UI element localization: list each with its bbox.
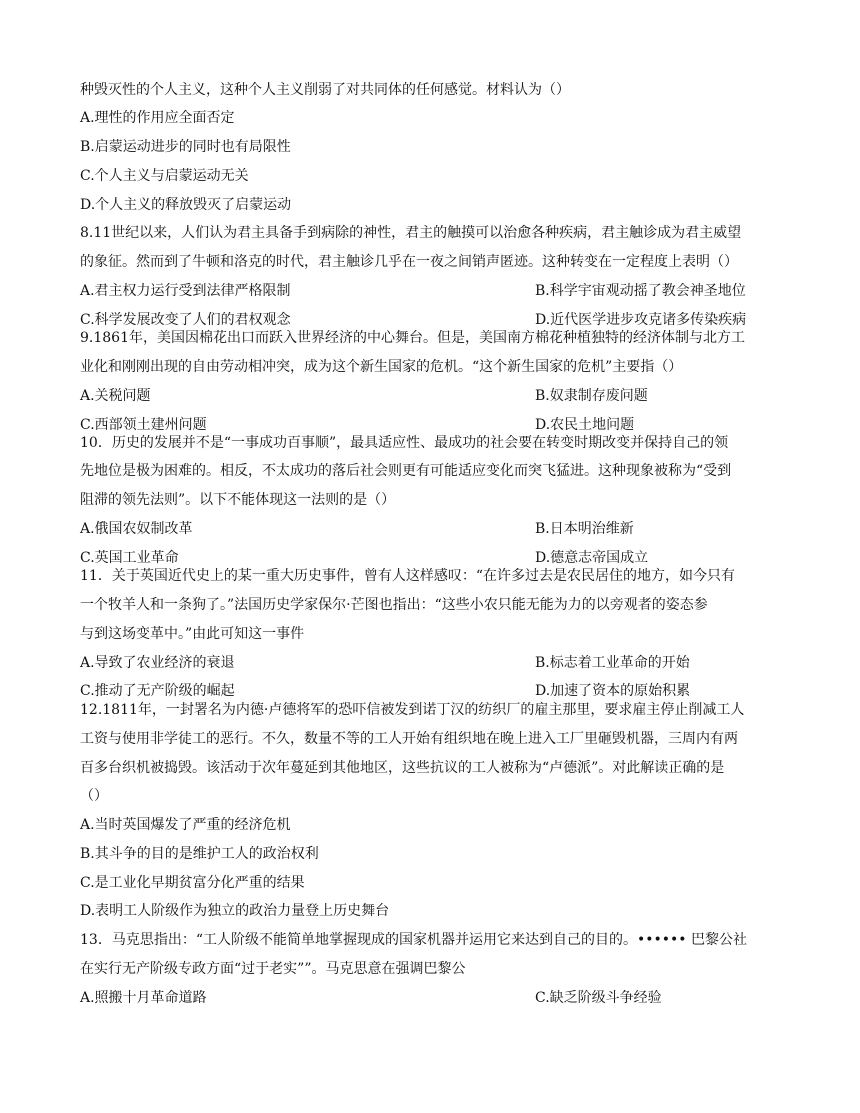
option-b: B.日本明治维新 (535, 521, 634, 537)
option-d: D.农民土地问题 (535, 417, 635, 433)
option-d: D.近代医学进步攻克诸多传染疾病 (535, 312, 747, 328)
option-c: C.科学发展改变了人们的君权观念 (80, 312, 291, 328)
question-12-stem: 12.1811年，一封署名为内德·卢德将军的恐吓信被发到诺丁汉的纺织厂的雇主那里，要求雇主停止削减工人 (80, 702, 745, 718)
question-12-stem: （） (80, 788, 108, 804)
option-row (80, 386, 780, 406)
question-11-stem: 与到这场变革中。”由此可知这一事件 (80, 626, 305, 642)
option-a: A.关税问题 (80, 388, 151, 404)
option-row (80, 988, 780, 1008)
question-7-stem-end: 种毁灭性的个人主义，这种个人主义削弱了对共同体的任何感觉。材料认为（） (80, 82, 570, 98)
option-row (80, 281, 780, 301)
question-9-stem: 9.1861年，美国因棉花出口而跃入世界经济的中心舞台。但是，美国南方棉花种植独特的经济体制与北方工 (80, 330, 745, 346)
option-d: D.表明工人阶级作为独立的政治力量登上历史舞台 (80, 903, 390, 919)
option-c: C.个人主义与启蒙运动无关 (80, 168, 249, 184)
question-13-stem: 在实行无产阶级专政方面“过于老实””。马克思意在强调巴黎公 (80, 961, 466, 977)
question-11-stem: 11．关于英国近代史上的某一重大历史事件，曾有人这样感叹：“在许多过去是农民居住的地方，如今只有 (80, 568, 735, 584)
option-a: A.当时英国爆发了严重的经济危机 (80, 817, 291, 833)
question-13-stem: 13．马克思指出：“工人阶级不能简单地掌握现成的国家机器并运用它来达到自己的目的。•••••• 巴黎公社 (80, 932, 747, 948)
question-10-stem: 阻滞的领先法则”。以下不能体现这一法则的是（） (80, 492, 396, 508)
option-c: C.缺乏阶级斗争经验 (535, 990, 662, 1006)
option-b: B.启蒙运动进步的同时也有局限性 (80, 139, 291, 155)
option-row (80, 310, 780, 330)
option-row (80, 681, 780, 701)
option-d: D.德意志帝国成立 (535, 550, 649, 566)
option-row (80, 548, 780, 568)
question-8-stem: 8.11世纪以来，人们认为君主具备手到病除的神性，君主的触摸可以治愈各种疾病，君主触诊成为君主威望 (80, 225, 742, 241)
option-a: A.导致了农业经济的衰退 (80, 655, 235, 671)
question-11-stem: 一个牧羊人和一条狗了。”法国历史学家保尔·芒图也指出：“这些小农只能无能为力的以旁观者的姿态参 (80, 597, 708, 613)
option-a: A.俄国农奴制改革 (80, 521, 193, 537)
question-12-stem: 百多台织机被捣毁。该活动于次年蔓延到其他地区，这些抗议的工人被称为“卢德派”。对此解读正确的是 (80, 760, 725, 776)
option-row (80, 519, 780, 539)
option-d: D.加速了资本的原始积累 (535, 683, 691, 699)
question-10-stem: 10．历史的发展并不是“一事成功百事顺”，最具适应性、最成功的社会要在转变时期改变并保持自己的领 (80, 435, 729, 451)
question-9-stem: 业化和刚刚出现的自由劳动相冲突，成为这个新生国家的危机。“这个新生国家的危机”主要指（） (80, 359, 683, 375)
question-8-stem: 的象征。然而到了牛顿和洛克的时代，君主触诊几乎在一夜之间销声匿迹。这种转变在一定程度上表明（） (80, 254, 738, 270)
option-a: A.理性的作用应全面否定 (80, 110, 235, 126)
question-12-stem: 工资与使用非学徒工的恶行。不久，数量不等的工人开始有组织地在晚上进入工厂里砸毁机器，三周内有两 (80, 731, 738, 747)
option-b: B.标志着工业革命的开始 (535, 655, 690, 671)
option-b: B.奴隶制存废问题 (535, 388, 648, 404)
option-row (80, 415, 780, 435)
option-b: B.科学宇宙观动摇了教会神圣地位 (535, 283, 746, 299)
option-c: C.是工业化早期贫富分化严重的结果 (80, 875, 305, 891)
option-a: A.照搬十月革命道路 (80, 990, 207, 1006)
option-c: C.推动了无产阶级的崛起 (80, 683, 235, 699)
option-d: D.个人主义的释放毁灭了启蒙运动 (80, 197, 292, 213)
option-a: A.君主权力运行受到法律严格限制 (80, 283, 291, 299)
option-b: B.其斗争的目的是维护工人的政治权利 (80, 846, 319, 862)
option-c: C.西部领土建州问题 (80, 417, 207, 433)
option-row (80, 653, 780, 673)
option-c: C.英国工业革命 (80, 550, 179, 566)
question-10-stem: 先地位是极为困难的。相反，不太成功的落后社会则更有可能适应变化而突飞猛进。这种现象被称为“受到 (80, 463, 732, 479)
